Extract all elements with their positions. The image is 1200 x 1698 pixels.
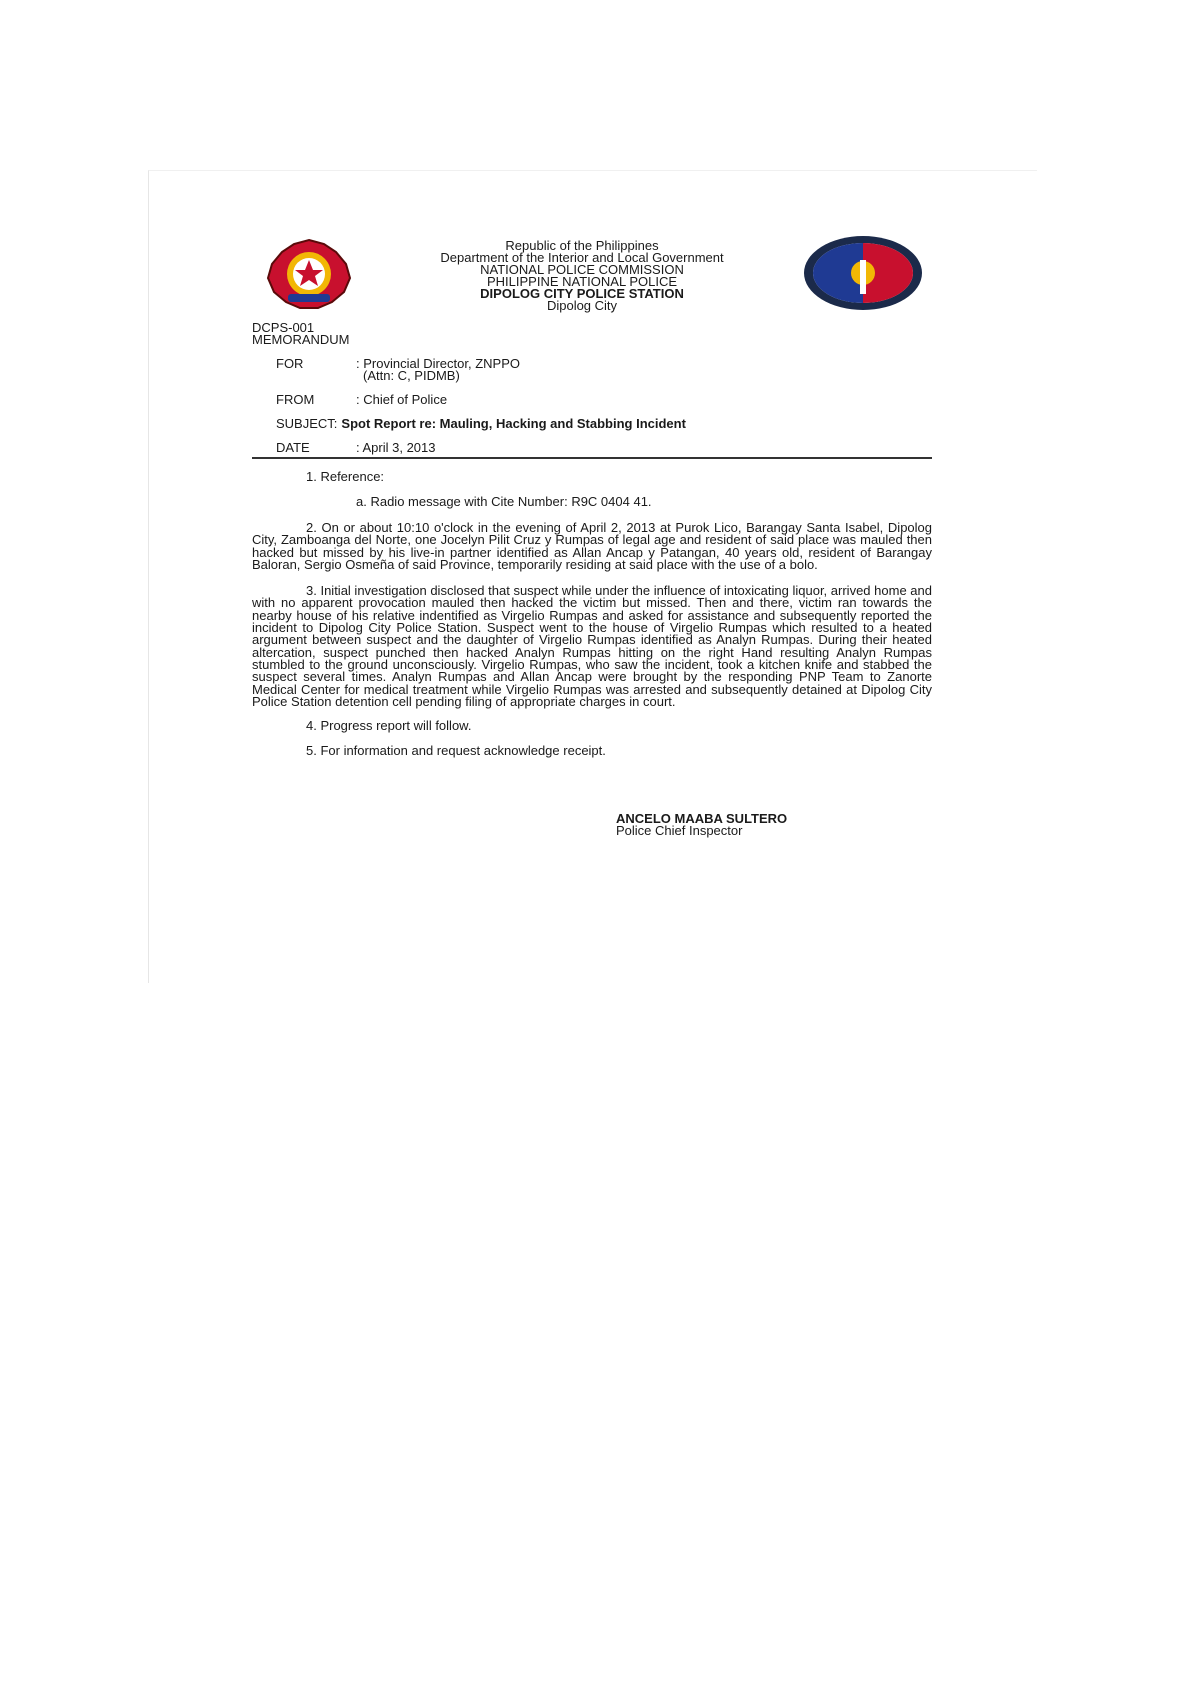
for-value xyxy=(356,358,520,382)
subject-row xyxy=(276,418,932,430)
paragraph-5: 5. For information and request acknowledge receipt. xyxy=(306,742,606,758)
memo-type: MEMORANDUM xyxy=(252,332,350,347)
pnp-seal-icon xyxy=(266,238,352,310)
paragraph-2: 2. On or about 10:10 o'clock in the evening of April 2, 2013 at Purok Lico, Barangay Santa Isabel, Dipolog City, Zamboanga del Norte, one Jocelyn Pilit Cruz y Rumpas of legal age and resident of said place was mauled then hacked but missed by his live-in partner identified as Allan Ancap y Patangan, 40 years old, resident of Barangay Baloran, Sergio Osmeña of said Province, temporarily residing at said place with the use of a bolo. xyxy=(252,520,932,572)
date-label: DATE xyxy=(276,440,310,455)
header-napolcom: NATIONAL POLICE COMMISSION xyxy=(480,262,684,277)
header-station: DIPOLOG CITY POLICE STATION xyxy=(480,286,684,301)
for-label: FOR xyxy=(276,356,304,371)
signatory-title: Police Chief Inspector xyxy=(616,823,743,839)
memorandum-document xyxy=(252,234,932,837)
paragraph-3: 3. Initial investigation disclosed that suspect while under the influence of intoxicating liquor, arrived home and with no apparent provocation mauled then hacked the victim but missed. Then and there, victim ran towards the nearby house of his relative indentified as Virgelio Rumpas and asked for assistance and subsequently reported the incident to Dipolog City Police Station. Suspect went to the house of Virgelio Rumpas which resulted to a heated argument between suspect and the daughter of Virgelio Rumpas identified as Analyn Rumpas. During their heated altercation, suspect punched then hacked Analyn Rumpas hitting on the right Hand resulting Analyn Rumpas stumbled to the ground unconsciously. Virgelio Rumpas, who saw the incident, took a kitchen knife and stabbed the suspect several times. Analyn Rumpas and Allan Ancap were brought by the responding PNP Team to Zanorte Medical Center for medical treatment while Virgelio Rumpas was arrested and subsequently detained at Dipolog City Police Station detention cell pending filing of appropriate charges in court. xyxy=(252,583,932,709)
subject-label: SUBJECT: xyxy=(276,416,338,431)
for-attention: (Attn: C, PIDMB) xyxy=(363,368,460,383)
header-pnp: PHILIPPINE NATIONAL POLICE xyxy=(487,274,677,289)
for-row xyxy=(276,358,932,382)
memo-number: DCPS-001 xyxy=(252,320,315,335)
reference-heading: 1. Reference: xyxy=(306,469,385,484)
subject-value: Spot Report re: Mauling, Hacking and Stabbing Incident xyxy=(341,416,686,431)
from-row xyxy=(276,394,932,406)
from-value: : Chief of Police xyxy=(356,392,448,407)
for-recipient: : Provincial Director, ZNPPO xyxy=(356,356,520,371)
date-row xyxy=(276,442,932,454)
paragraph-4: 4. Progress report will follow. xyxy=(306,718,472,734)
header-divider xyxy=(252,457,932,459)
signatory-name: ANCELO MAABA SULTERO xyxy=(616,811,788,827)
memo-identifier xyxy=(252,322,932,346)
signature-block xyxy=(616,813,932,837)
letterhead-text xyxy=(382,240,782,312)
header-department: Department of the Interior and Local Government xyxy=(440,250,724,265)
letterhead xyxy=(252,234,932,314)
from-label: FROM xyxy=(276,392,315,407)
header-city: Dipolog City xyxy=(546,298,618,313)
date-value: : April 3, 2013 xyxy=(356,440,436,455)
header-republic: Republic of the Philippines xyxy=(505,238,659,253)
station-seal-icon xyxy=(802,234,924,312)
reference-item: a. Radio message with Cite Number: R9C 0404 41. xyxy=(356,493,652,509)
